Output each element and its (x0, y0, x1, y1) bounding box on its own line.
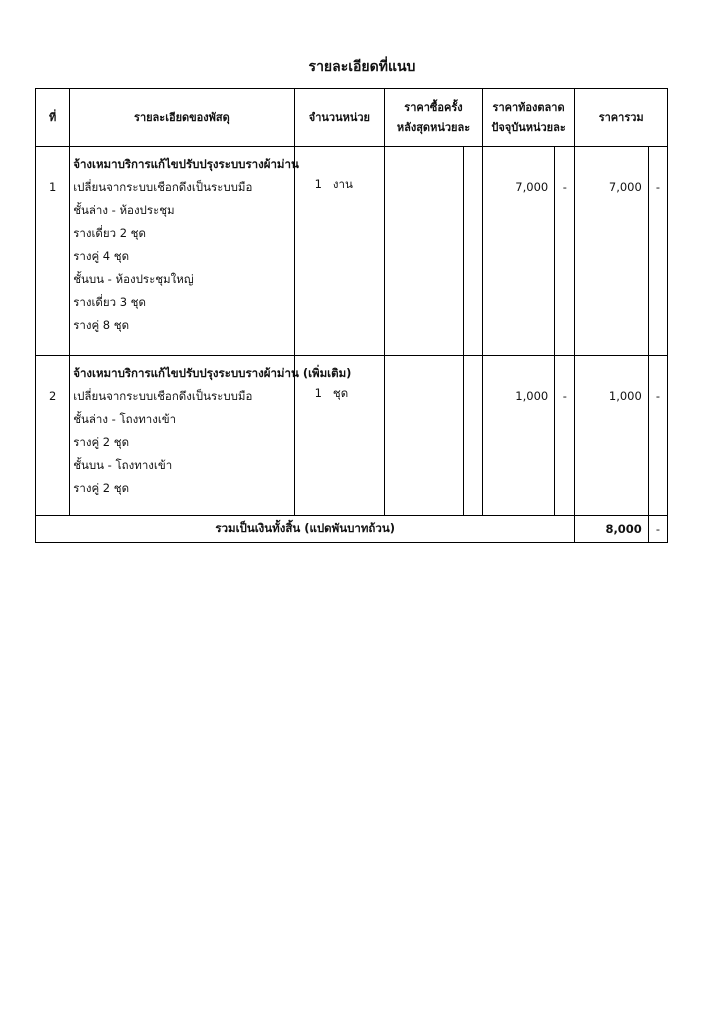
grand-total-amount: 8,000 (575, 516, 648, 543)
item-title: จ้างเหมาบริการแก้ไขปรับปรุงระบบรางผ้าม่าน (73, 157, 299, 171)
header-total: ราคารวม (575, 89, 668, 147)
table-row (36, 147, 668, 356)
grand-total-satang: - (648, 516, 667, 543)
item-qty-unit: ชุด (332, 386, 349, 400)
item-line: รางคู่ 8 ชุด (73, 318, 130, 332)
item-description (70, 147, 299, 356)
item-description (70, 356, 352, 516)
item-line: ชั้นบน - โถงทางเข้า (73, 458, 173, 472)
item-last-price-satang (463, 356, 482, 516)
item-quantity (294, 147, 385, 356)
header-market-price-line-1: ราคาท้องตลาด (492, 100, 565, 114)
item-qty-unit: งาน (332, 177, 353, 191)
item-last-price (385, 356, 463, 516)
item-line: รางคู่ 2 ชุด (73, 435, 130, 449)
items-table (35, 88, 668, 543)
grand-total-row (36, 516, 668, 543)
grand-total-label: รวมเป็นเงินทั้งสิ้น (แปดพันบาทถ้วน) (36, 516, 575, 543)
table-header-row (36, 89, 668, 147)
item-number: 2 (36, 356, 70, 516)
item-line: เปลี่ยนจากระบบเชือกดึงเป็นระบบมือ (73, 389, 253, 403)
item-last-price-satang (463, 147, 482, 356)
item-last-price (385, 147, 463, 356)
item-line: ชั้นล่าง - โถงทางเข้า (73, 412, 177, 426)
item-line: เปลี่ยนจากระบบเชือกดึงเป็นระบบมือ (73, 180, 253, 194)
item-line: รางคู่ 4 ชุด (73, 249, 130, 263)
item-market-price: 1,000 (482, 356, 554, 516)
table-row (36, 356, 668, 516)
item-line: ชั้นล่าง - ห้องประชุม (73, 203, 175, 217)
item-market-price-satang: - (555, 147, 575, 356)
header-quantity: จำนวนหน่วย (294, 89, 385, 147)
item-line: รางเดี่ยว 3 ชุด (73, 295, 146, 309)
header-last-price-line-1: ราคาซื้อครั้ง (404, 100, 463, 114)
item-total-satang: - (648, 356, 667, 516)
item-line: ชั้นบน - ห้องประชุมใหญ่ (73, 272, 194, 286)
header-detail: รายละเอียดของพัสดุ (70, 89, 294, 147)
item-line: รางเดี่ยว 2 ชุด (73, 226, 146, 240)
item-total: 7,000 (575, 147, 648, 356)
item-qty-value: 1 (314, 386, 322, 400)
page-title: รายละเอียดที่แนบ (308, 59, 416, 75)
item-market-price-satang: - (555, 356, 575, 516)
item-market-price: 7,000 (482, 147, 554, 356)
header-market-price-line-2: ปัจจุบันหน่วยละ (491, 120, 566, 134)
header-last-price (385, 89, 483, 147)
header-last-price-line-2: หลังสุดหน่วยละ (396, 120, 471, 134)
item-number: 1 (36, 147, 70, 356)
item-line: รางคู่ 2 ชุด (73, 481, 130, 495)
item-total: 1,000 (575, 356, 648, 516)
item-total-satang: - (648, 147, 667, 356)
header-no: ที่ (36, 89, 70, 147)
item-qty-value: 1 (314, 177, 322, 191)
header-market-price (482, 89, 575, 147)
item-title: จ้างเหมาบริการแก้ไขปรับปรุงระบบรางผ้าม่าน (เพิ่มเติม) (73, 366, 352, 380)
